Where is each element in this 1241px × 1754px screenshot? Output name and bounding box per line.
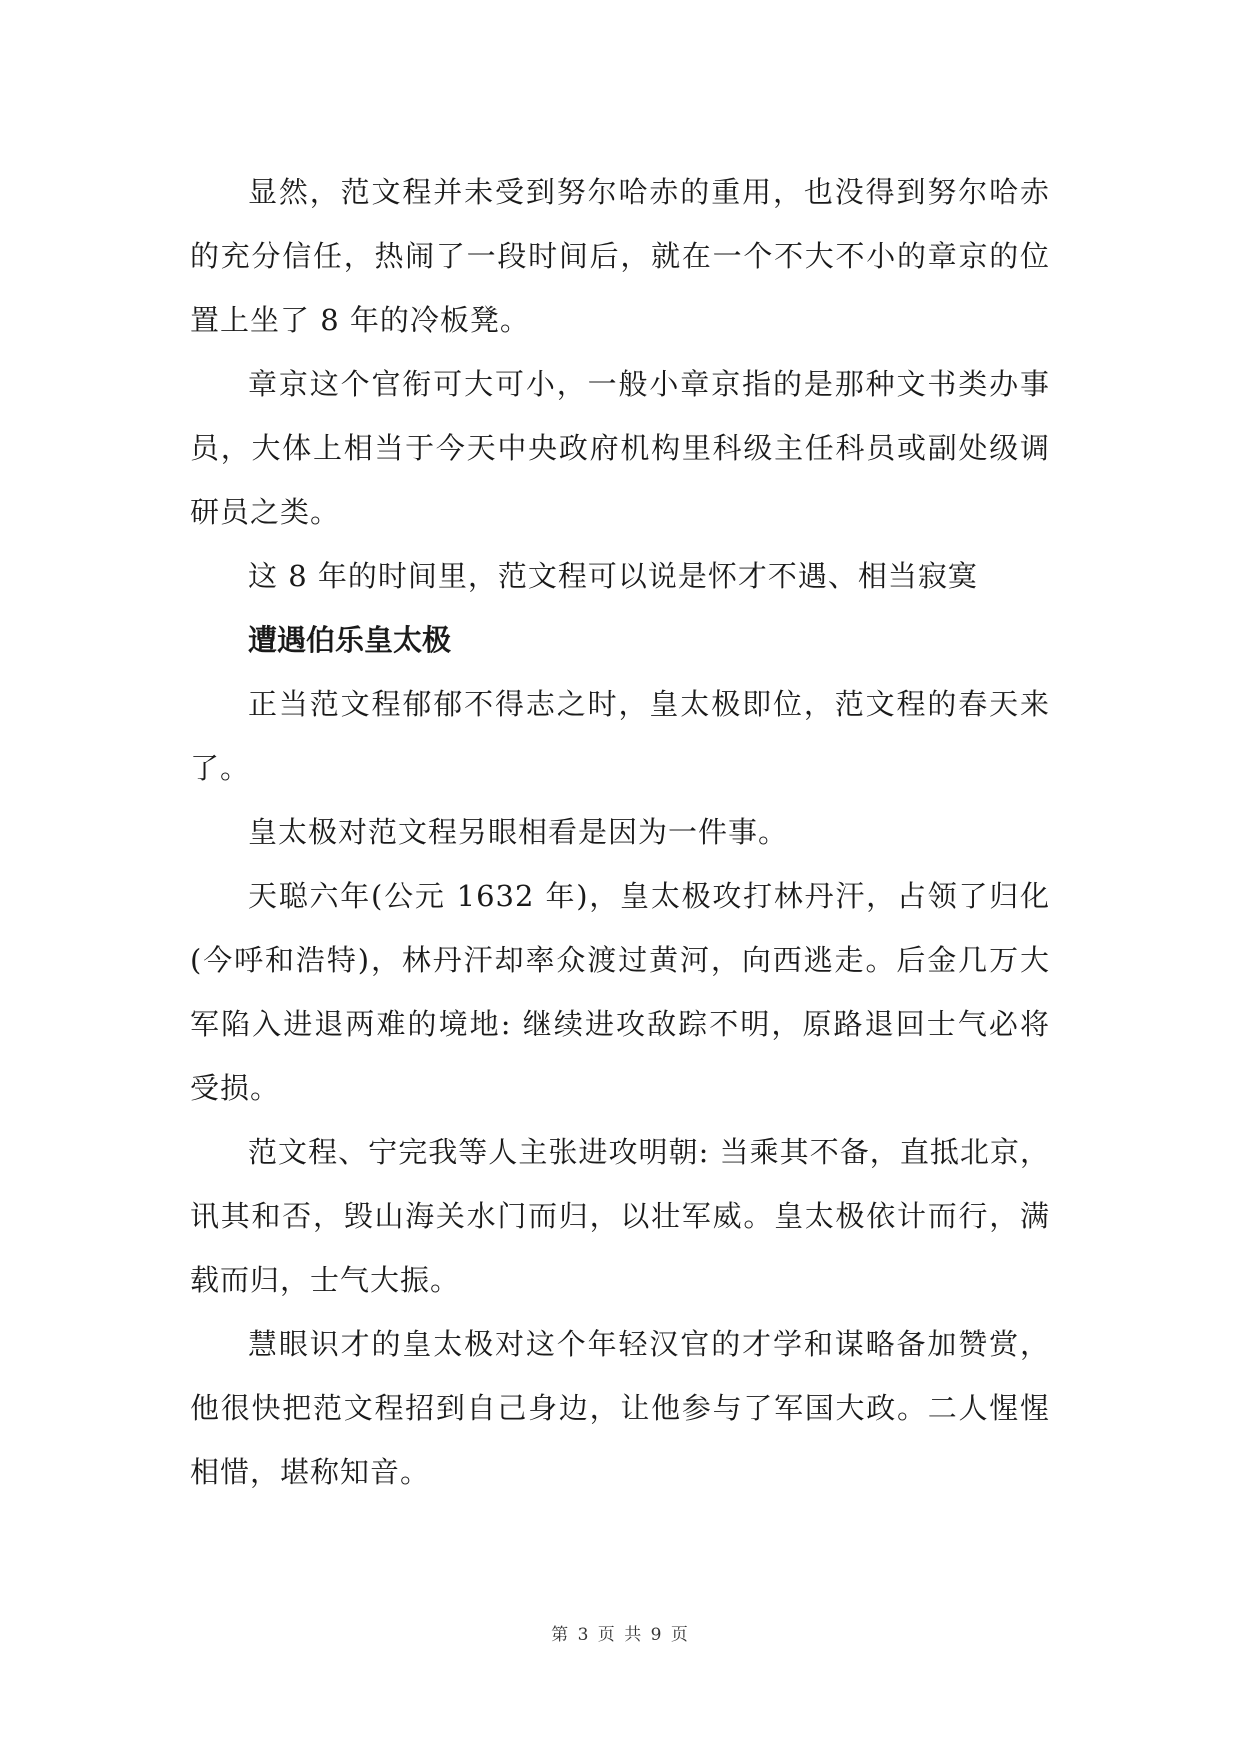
paragraph: 范文程、宁完我等人主张进攻明朝: 当乘其不备，直抵北京，讯其和否，毁山海关水门而归，以壮军威。皇太极依计而行，满载而归，士气大振。	[190, 1135, 1050, 1297]
section-heading: 遭遇伯乐皇太极	[248, 623, 452, 657]
paragraph: 正当范文程郁郁不得志之时，皇太极即位，范文程的春天来了。	[190, 687, 1050, 785]
paragraph: 慧眼识才的皇太极对这个年轻汉官的才学和谋略备加赞赏，他很快把范文程招到自己身边，让他参与了军国大政。二人惺惺相惜，堪称知音。	[190, 1327, 1050, 1489]
paragraph: 天聪六年(公元 1632 年)，皇太极攻打林丹汗，占领了归化(今呼和浩特)，林丹汗却率众渡过黄河，向西逃走。后金几万大军陷入进退两难的境地: 继续进攻敌踪不明，原路退回士气必将受损。	[190, 879, 1050, 1105]
document-body	[190, 160, 1050, 1504]
paragraph: 章京这个官衔可大可小，一般小章京指的是那种文书类办事员，大体上相当于今天中央政府机构里科级主任科员或副处级调研员之类。	[190, 367, 1050, 529]
paragraph: 这 8 年的时间里，范文程可以说是怀才不遇、相当寂寞	[248, 559, 978, 593]
page-number: 第 3 页 共 9 页	[551, 1625, 690, 1645]
paragraph: 皇太极对范文程另眼相看是因为一件事。	[248, 815, 789, 849]
paragraph: 显然，范文程并未受到努尔哈赤的重用，也没得到努尔哈赤的充分信任，热闹了一段时间后，就在一个不大不小的章京的位置上坐了 8 年的冷板凳。	[190, 175, 1050, 337]
